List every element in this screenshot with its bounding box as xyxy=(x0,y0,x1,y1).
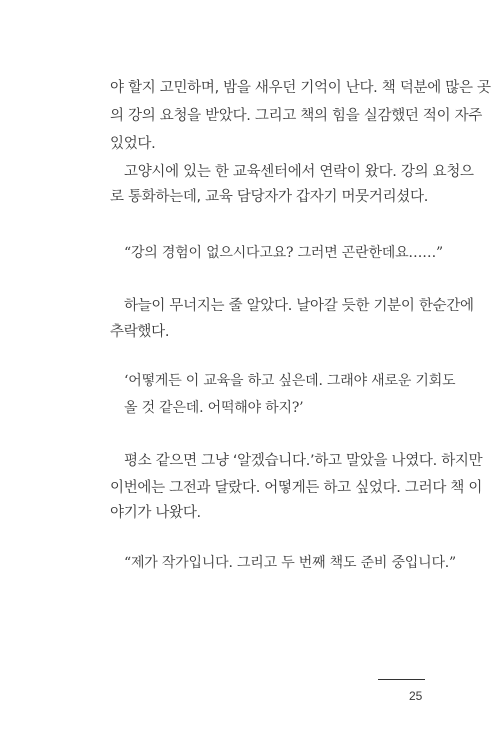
thought-line: 올 것 같은데. 어떡해야 하지?’ xyxy=(124,400,304,416)
text-line: 고양시에 있는 한 교육센터에서 연락이 왔다. 강의 요청으 xyxy=(124,164,474,180)
thought-line: ‘어떻게든 이 교육을 하고 싶은데. 그래야 새로운 기회도 xyxy=(124,373,456,389)
text-line: 평소 같으면 그냥 ‘알겠습니다.’하고 말았을 나였다. 하지만 xyxy=(124,453,483,469)
text-line: 로 통화하는데, 교육 담당자가 갑자기 머뭇거리셨다. xyxy=(110,189,429,205)
footer-rule xyxy=(378,679,425,680)
text-line: 하늘이 무너지는 줄 알았다. 날아갈 듯한 기분이 한순간에 xyxy=(124,298,474,314)
text-line: 의 강의 요청을 받았다. 그리고 책의 힘을 실감했던 적이 자주 xyxy=(110,108,483,124)
page-number: 25 xyxy=(409,689,423,703)
dialogue-line: “강의 경험이 없으시다고요? 그러면 곤란한데요……” xyxy=(124,245,443,261)
text-line: 야기가 나왔다. xyxy=(110,505,201,521)
text-line: 있었다. xyxy=(110,136,156,152)
dialogue-line: “제가 작가입니다. 그리고 두 번째 책도 준비 중입니다.” xyxy=(124,555,456,571)
text-line: 야 할지 고민하며, 밤을 새우던 기억이 난다. 책 덕분에 많은 곳 xyxy=(110,80,491,96)
text-line: 추락했다. xyxy=(110,324,170,340)
text-line: 이번에는 그전과 달랐다. 어떻게든 하고 싶었다. 그러다 책 이 xyxy=(110,480,483,496)
